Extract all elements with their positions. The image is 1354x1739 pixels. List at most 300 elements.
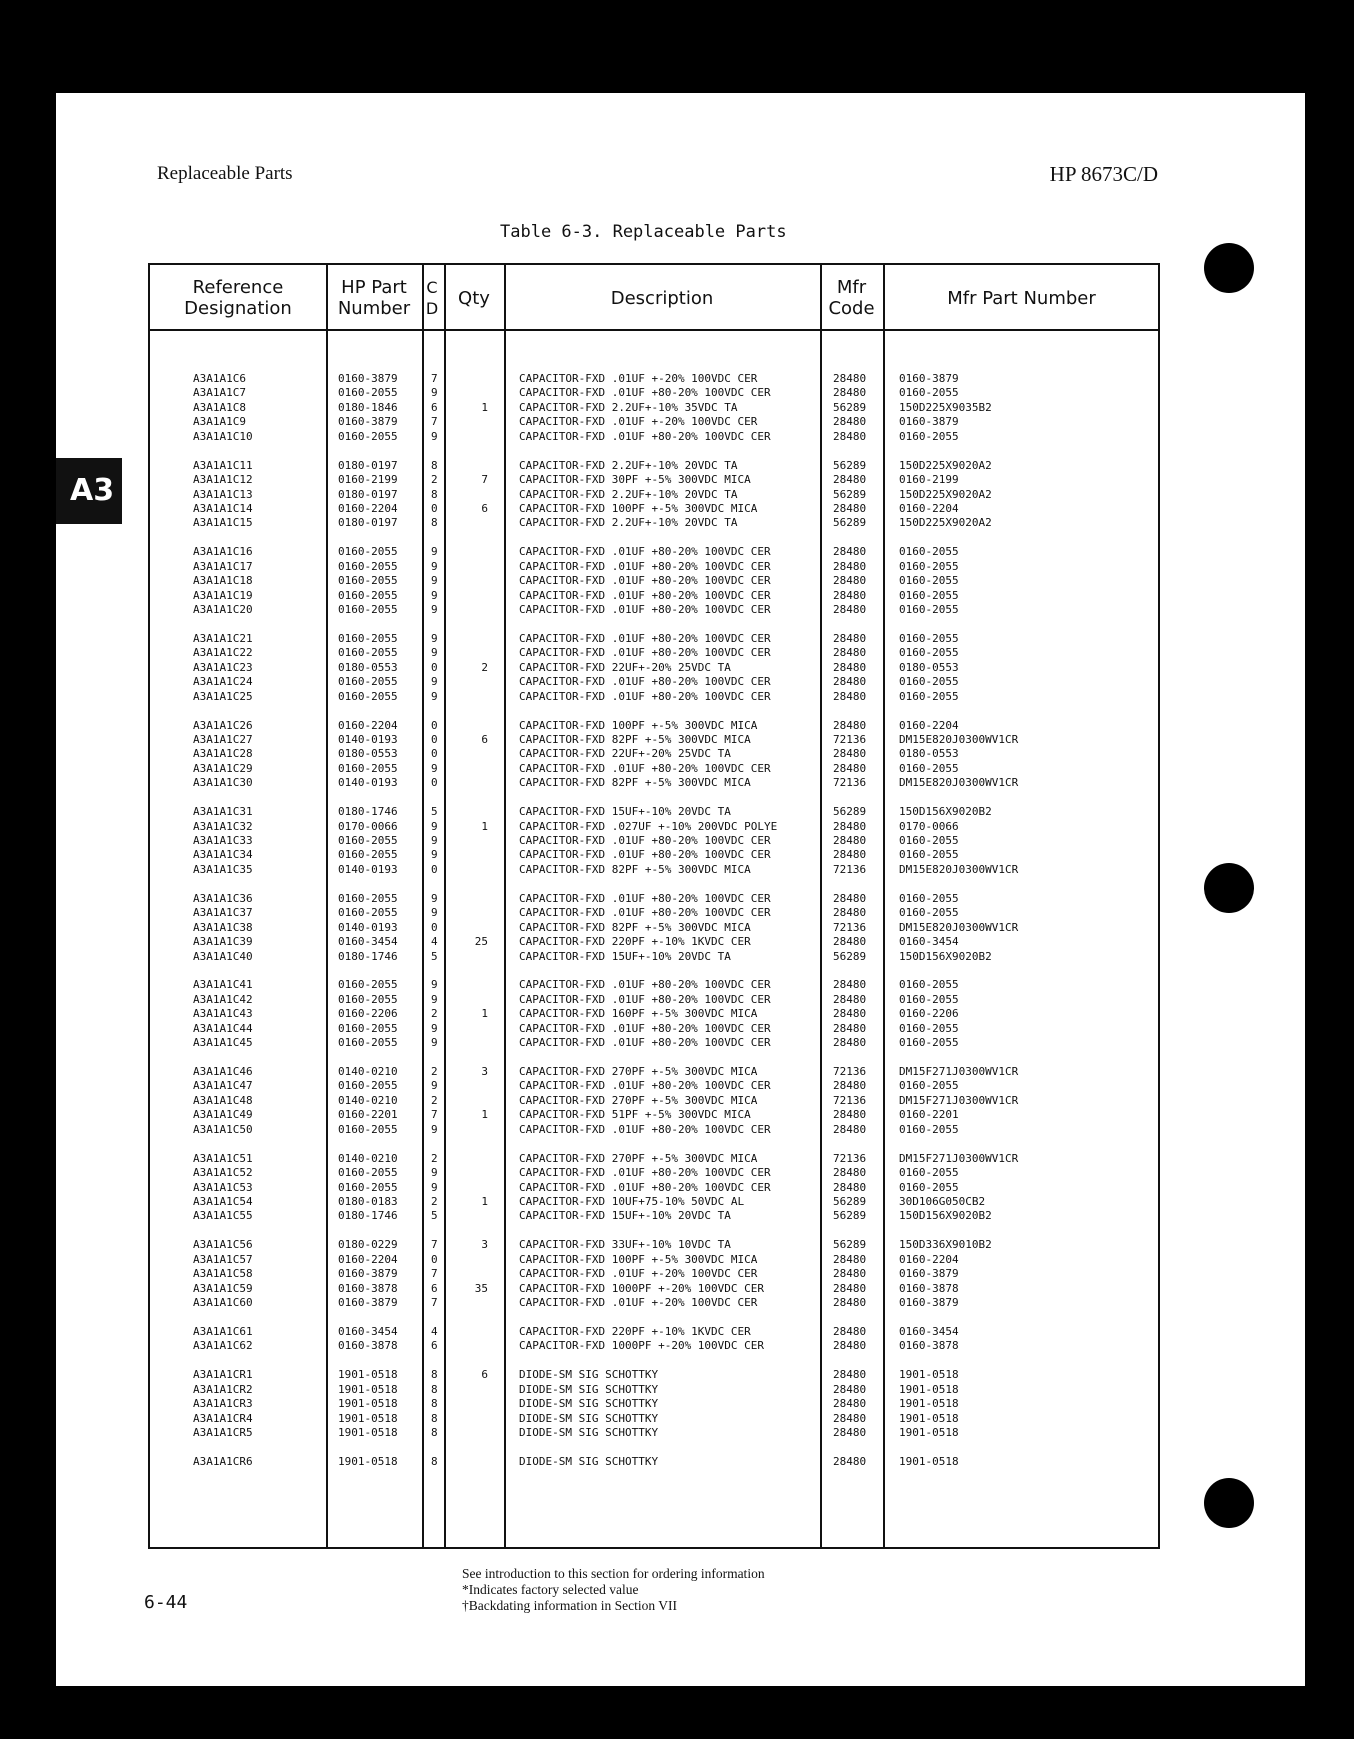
description-cell: CAPACITOR-FXD 220PF +-10% 1KVDC CER xyxy=(519,1324,751,1338)
check-digit-cell: 2 xyxy=(431,1194,438,1208)
group-spacer xyxy=(150,1310,1158,1324)
table-row xyxy=(150,502,1158,516)
check-digit-cell: 0 xyxy=(431,732,438,746)
description-cell: CAPACITOR-FXD 1000PF +-20% 100VDC CER xyxy=(519,1281,765,1295)
mfr-code-cell: 28480 xyxy=(833,1324,867,1338)
table-row xyxy=(150,1022,1158,1036)
mfr-code-cell: 28480 xyxy=(833,646,867,660)
reference-designation-cell: A3A1A1C7 xyxy=(193,386,246,400)
hp-part-number-cell: 0160-3454 xyxy=(338,935,398,949)
description-cell: DIODE-SM SIG SCHOTTKY xyxy=(519,1425,659,1439)
reference-designation-cell: A3A1A1C57 xyxy=(193,1252,253,1266)
check-digit-cell: 8 xyxy=(431,1454,438,1468)
mfr-part-number-cell: 0170-0066 xyxy=(899,819,959,833)
mfr-part-number-cell: 0160-2055 xyxy=(899,646,959,660)
mfr-code-cell: 28480 xyxy=(833,1252,867,1266)
table-row xyxy=(150,1412,1158,1426)
mfr-part-number-cell: 0160-2204 xyxy=(899,1252,959,1266)
reference-designation-cell: A3A1A1C42 xyxy=(193,992,253,1006)
hp-part-number-cell: 0140-0210 xyxy=(338,1093,398,1107)
reference-designation-cell: A3A1A1C37 xyxy=(193,906,253,920)
reference-designation-cell: A3A1A1C59 xyxy=(193,1281,253,1295)
reference-designation-cell: A3A1A1C17 xyxy=(193,559,253,573)
mfr-code-cell: 28480 xyxy=(833,992,867,1006)
check-digit-cell: 7 xyxy=(431,415,438,429)
check-digit-cell: 5 xyxy=(431,1209,438,1223)
hp-part-number-cell: 0160-2055 xyxy=(338,631,398,645)
mfr-part-number-cell: 0160-2055 xyxy=(899,1021,959,1035)
mfr-code-cell: 28480 xyxy=(833,1411,867,1425)
mfr-part-number-cell: 0160-2055 xyxy=(899,631,959,645)
description-cell: CAPACITOR-FXD 1000PF +-20% 100VDC CER xyxy=(519,1339,765,1353)
hp-part-number-cell: 1901-0518 xyxy=(338,1454,398,1468)
check-digit-cell: 9 xyxy=(431,891,438,905)
mfr-code-cell: 72136 xyxy=(833,920,867,934)
description-cell: CAPACITOR-FXD 270PF +-5% 300VDC MICA xyxy=(519,1093,758,1107)
table-row xyxy=(150,921,1158,935)
table-row xyxy=(150,1267,1158,1281)
reference-designation-cell: A3A1A1C16 xyxy=(193,545,253,559)
check-digit-cell: 9 xyxy=(431,1036,438,1050)
mfr-part-number-cell: 150D225X9035B2 xyxy=(899,400,992,414)
table-row xyxy=(150,545,1158,559)
hp-part-number-cell: 0160-2055 xyxy=(338,559,398,573)
mfr-code-cell: 56289 xyxy=(833,1194,867,1208)
mfr-part-number-cell: DM15F271J0300WV1CR xyxy=(899,1093,1019,1107)
reference-designation-cell: A3A1A1C58 xyxy=(193,1267,253,1281)
table-row xyxy=(150,747,1158,761)
description-cell: DIODE-SM SIG SCHOTTKY xyxy=(519,1382,659,1396)
check-digit-cell: 8 xyxy=(431,1368,438,1382)
description-cell: CAPACITOR-FXD 15UF+-10% 20VDC TA xyxy=(519,805,731,819)
description-cell: CAPACITOR-FXD .01UF +80-20% 100VDC CER xyxy=(519,1180,771,1194)
description-cell: DIODE-SM SIG SCHOTTKY xyxy=(519,1397,659,1411)
reference-designation-cell: A3A1A1C30 xyxy=(193,776,253,790)
mfr-part-number-cell: 0160-2055 xyxy=(899,386,959,400)
mfr-code-cell: 72136 xyxy=(833,1151,867,1165)
hp-part-number-cell: 0160-3879 xyxy=(338,1267,398,1281)
check-digit-cell: 2 xyxy=(431,1151,438,1165)
mfr-code-cell: 28480 xyxy=(833,1425,867,1439)
mfr-part-number-cell: 0160-2204 xyxy=(899,501,959,515)
check-digit-cell: 7 xyxy=(431,1108,438,1122)
hp-part-number-cell: 0160-2055 xyxy=(338,429,398,443)
mfr-part-number-cell: 0160-2055 xyxy=(899,675,959,689)
table-row xyxy=(150,820,1158,834)
mfr-code-cell: 28480 xyxy=(833,1036,867,1050)
mfr-code-cell: 28480 xyxy=(833,848,867,862)
table-row xyxy=(150,776,1158,790)
description-cell: DIODE-SM SIG SCHOTTKY xyxy=(519,1368,659,1382)
hp-part-number-cell: 0180-0197 xyxy=(338,458,398,472)
description-cell: CAPACITOR-FXD .01UF +80-20% 100VDC CER xyxy=(519,559,771,573)
quantity-cell: 1 xyxy=(481,1194,488,1208)
table-row xyxy=(150,1455,1158,1469)
page-number: 6-44 xyxy=(144,1592,188,1613)
reference-designation-cell: A3A1A1CR3 xyxy=(193,1397,253,1411)
description-cell: CAPACITOR-FXD .01UF +80-20% 100VDC CER xyxy=(519,1122,771,1136)
mfr-part-number-cell: DM15E820J0300WV1CR xyxy=(899,776,1019,790)
description-cell: CAPACITOR-FXD 100PF +-5% 300VDC MICA xyxy=(519,501,758,515)
description-cell: CAPACITOR-FXD .01UF +80-20% 100VDC CER xyxy=(519,545,771,559)
check-digit-cell: 0 xyxy=(431,501,438,515)
mfr-code-cell: 28480 xyxy=(833,761,867,775)
check-digit-cell: 8 xyxy=(431,1411,438,1425)
hp-part-number-cell: 0180-0197 xyxy=(338,487,398,501)
description-cell: CAPACITOR-FXD 15UF+-10% 20VDC TA xyxy=(519,1209,731,1223)
reference-designation-cell: A3A1A1CR2 xyxy=(193,1382,253,1396)
mfr-code-cell: 28480 xyxy=(833,429,867,443)
table-row xyxy=(150,1007,1158,1021)
description-cell: CAPACITOR-FXD 160PF +-5% 300VDC MICA xyxy=(519,1007,758,1021)
hp-part-number-cell: 0160-3879 xyxy=(338,415,398,429)
description-cell: CAPACITOR-FXD .01UF +80-20% 100VDC CER xyxy=(519,978,771,992)
mfr-code-cell: 56289 xyxy=(833,949,867,963)
check-digit-cell: 8 xyxy=(431,487,438,501)
reference-designation-cell: A3A1A1C35 xyxy=(193,862,253,876)
reference-designation-cell: A3A1A1C60 xyxy=(193,1296,253,1309)
table-row xyxy=(150,473,1158,487)
reference-designation-cell: A3A1A1C10 xyxy=(193,429,253,443)
check-digit-cell: 9 xyxy=(431,978,438,992)
mfr-part-number-cell: DM15E820J0300WV1CR xyxy=(899,862,1019,876)
description-cell: CAPACITOR-FXD 82PF +-5% 300VDC MICA xyxy=(519,862,751,876)
check-digit-cell: 9 xyxy=(431,559,438,573)
group-spacer xyxy=(150,1137,1158,1151)
check-digit-cell: 9 xyxy=(431,574,438,588)
check-digit-cell: 9 xyxy=(431,1122,438,1136)
description-cell: CAPACITOR-FXD .01UF +80-20% 100VDC CER xyxy=(519,1036,771,1050)
mfr-code-cell: 28480 xyxy=(833,935,867,949)
section-tab: A3 xyxy=(56,458,122,524)
mfr-code-cell: 28480 xyxy=(833,1296,867,1309)
mfr-code-cell: 28480 xyxy=(833,1180,867,1194)
reference-designation-cell: A3A1A1C15 xyxy=(193,516,253,530)
hp-part-number-cell: 1901-0518 xyxy=(338,1382,398,1396)
table-row xyxy=(150,1166,1158,1180)
description-cell: CAPACITOR-FXD .01UF +-20% 100VDC CER xyxy=(519,1296,758,1309)
reference-designation-cell: A3A1A1C23 xyxy=(193,660,253,674)
check-digit-cell: 9 xyxy=(431,761,438,775)
reference-designation-cell: A3A1A1C50 xyxy=(193,1122,253,1136)
check-digit-cell: 8 xyxy=(431,1382,438,1396)
mfr-part-number-cell: DM15F271J0300WV1CR xyxy=(899,1151,1019,1165)
section-header: Replaceable Parts xyxy=(157,163,293,184)
mfr-part-number-cell: 0160-2055 xyxy=(899,429,959,443)
hp-part-number-cell: 1901-0518 xyxy=(338,1411,398,1425)
group-spacer xyxy=(150,1354,1158,1368)
hp-part-number-cell: 0160-2055 xyxy=(338,906,398,920)
hp-part-number-cell: 0160-2206 xyxy=(338,1007,398,1021)
table-row xyxy=(150,1065,1158,1079)
table-row xyxy=(150,762,1158,776)
reference-designation-cell: A3A1A1C8 xyxy=(193,400,246,414)
table-row xyxy=(150,516,1158,530)
quantity-cell: 6 xyxy=(481,501,488,515)
hp-part-number-cell: 0180-1746 xyxy=(338,1209,398,1223)
quantity-cell: 25 xyxy=(474,935,488,949)
reference-designation-cell: A3A1A1C55 xyxy=(193,1209,253,1223)
hp-part-number-cell: 0160-2055 xyxy=(338,834,398,847)
mfr-code-cell: 28480 xyxy=(833,1397,867,1411)
mfr-part-number-cell: DM15E820J0300WV1CR xyxy=(899,920,1019,934)
table-row xyxy=(150,401,1158,415)
reference-designation-cell: A3A1A1C27 xyxy=(193,732,253,746)
mfr-part-number-cell: 30D106G050CB2 xyxy=(899,1194,986,1208)
description-cell: CAPACITOR-FXD .01UF +80-20% 100VDC CER xyxy=(519,386,771,400)
reference-designation-cell: A3A1A1C18 xyxy=(193,574,253,588)
hp-part-number-cell: 0180-0553 xyxy=(338,660,398,674)
reference-designation-cell: A3A1A1C47 xyxy=(193,1079,253,1093)
check-digit-cell: 9 xyxy=(431,689,438,703)
table-row xyxy=(150,1238,1158,1252)
description-cell: CAPACITOR-FXD 270PF +-5% 300VDC MICA xyxy=(519,1151,758,1165)
description-cell: CAPACITOR-FXD 270PF +-5% 300VDC MICA xyxy=(519,1065,758,1078)
hp-part-number-cell: 0160-2204 xyxy=(338,1252,398,1266)
reference-designation-cell: A3A1A1C41 xyxy=(193,978,253,992)
mfr-code-cell: 28480 xyxy=(833,1281,867,1295)
check-digit-cell: 8 xyxy=(431,1425,438,1439)
description-cell: CAPACITOR-FXD 100PF +-5% 300VDC MICA xyxy=(519,718,758,732)
mfr-part-number-cell: 0160-2055 xyxy=(899,1079,959,1093)
mfr-code-cell: 28480 xyxy=(833,1339,867,1353)
mfr-part-number-cell: 0160-3879 xyxy=(899,372,959,385)
description-cell: DIODE-SM SIG SCHOTTKY xyxy=(519,1454,659,1468)
mfr-code-cell: 28480 xyxy=(833,473,867,487)
hp-part-number-cell: 1901-0518 xyxy=(338,1368,398,1382)
reference-designation-cell: A3A1A1C25 xyxy=(193,689,253,703)
quantity-cell: 7 xyxy=(481,473,488,487)
mfr-part-number-cell: 1901-0518 xyxy=(899,1368,959,1382)
quantity-cell: 6 xyxy=(481,732,488,746)
hp-part-number-cell: 0180-0197 xyxy=(338,516,398,530)
mfr-code-cell: 28480 xyxy=(833,1382,867,1396)
mfr-code-cell: 28480 xyxy=(833,718,867,732)
group-spacer xyxy=(150,531,1158,545)
description-cell: CAPACITOR-FXD .01UF +-20% 100VDC CER xyxy=(519,1267,758,1281)
mfr-part-number-cell: 150D156X9020B2 xyxy=(899,1209,992,1223)
mfr-code-cell: 56289 xyxy=(833,805,867,819)
mfr-part-number-cell: 1901-0518 xyxy=(899,1454,959,1468)
check-digit-cell: 9 xyxy=(431,834,438,847)
check-digit-cell: 0 xyxy=(431,862,438,876)
table-row xyxy=(150,1036,1158,1050)
reference-designation-cell: A3A1A1C6 xyxy=(193,372,246,385)
group-spacer xyxy=(150,1051,1158,1065)
column-header-mfr-code: Mfr Code xyxy=(828,277,875,319)
check-digit-cell: 5 xyxy=(431,805,438,819)
check-digit-cell: 9 xyxy=(431,646,438,660)
parts-table xyxy=(148,263,1160,1549)
check-digit-cell: 0 xyxy=(431,776,438,790)
description-cell: CAPACITOR-FXD 2.2UF+-10% 20VDC TA xyxy=(519,458,738,472)
check-digit-cell: 9 xyxy=(431,1180,438,1194)
reference-designation-cell: A3A1A1C53 xyxy=(193,1180,253,1194)
reference-designation-cell: A3A1A1C36 xyxy=(193,891,253,905)
table-row xyxy=(150,1383,1158,1397)
description-cell: CAPACITOR-FXD 2.2UF+-10% 20VDC TA xyxy=(519,516,738,530)
description-cell: CAPACITOR-FXD 51PF +-5% 300VDC MICA xyxy=(519,1108,751,1122)
check-digit-cell: 9 xyxy=(431,631,438,645)
mfr-part-number-cell: 0160-2201 xyxy=(899,1108,959,1122)
table-row xyxy=(150,848,1158,862)
mfr-part-number-cell: 0180-0553 xyxy=(899,660,959,674)
check-digit-cell: 9 xyxy=(431,1021,438,1035)
description-cell: CAPACITOR-FXD 33UF+-10% 10VDC TA xyxy=(519,1238,731,1252)
binder-hole-bottom xyxy=(1204,1478,1254,1528)
description-cell: CAPACITOR-FXD .01UF +80-20% 100VDC CER xyxy=(519,689,771,703)
column-header-description: Description xyxy=(610,287,714,309)
reference-designation-cell: A3A1A1C54 xyxy=(193,1194,253,1208)
mfr-code-cell: 56289 xyxy=(833,400,867,414)
reference-designation-cell: A3A1A1C19 xyxy=(193,588,253,602)
table-row xyxy=(150,935,1158,949)
mfr-code-cell: 56289 xyxy=(833,1238,867,1252)
mfr-part-number-cell: DM15E820J0300WV1CR xyxy=(899,732,1019,746)
table-row xyxy=(150,863,1158,877)
hp-part-number-cell: 0180-0553 xyxy=(338,747,398,761)
hp-part-number-cell: 0160-2055 xyxy=(338,1122,398,1136)
description-cell: CAPACITOR-FXD .01UF +-20% 100VDC CER xyxy=(519,415,758,429)
reference-designation-cell: A3A1A1C51 xyxy=(193,1151,253,1165)
description-cell: CAPACITOR-FXD 15UF+-10% 20VDC TA xyxy=(519,949,731,963)
mfr-code-cell: 56289 xyxy=(833,487,867,501)
description-cell: CAPACITOR-FXD .01UF +80-20% 100VDC CER xyxy=(519,992,771,1006)
hp-part-number-cell: 0160-2055 xyxy=(338,978,398,992)
reference-designation-cell: A3A1A1C32 xyxy=(193,819,253,833)
table-row xyxy=(150,574,1158,588)
mfr-part-number-cell: DM15F271J0300WV1CR xyxy=(899,1065,1019,1078)
mfr-part-number-cell: 0160-2206 xyxy=(899,1007,959,1021)
check-digit-cell: 5 xyxy=(431,949,438,963)
reference-designation-cell: A3A1A1C62 xyxy=(193,1339,253,1353)
mfr-code-cell: 28480 xyxy=(833,891,867,905)
description-cell: CAPACITOR-FXD .01UF +80-20% 100VDC CER xyxy=(519,1166,771,1180)
mfr-code-cell: 28480 xyxy=(833,819,867,833)
hp-part-number-cell: 0160-2055 xyxy=(338,848,398,862)
check-digit-cell: 6 xyxy=(431,400,438,414)
table-row xyxy=(150,1397,1158,1411)
quantity-cell: 6 xyxy=(481,1368,488,1382)
mfr-code-cell: 28480 xyxy=(833,978,867,992)
mfr-part-number-cell: 0160-2055 xyxy=(899,545,959,559)
hp-part-number-cell: 0140-0193 xyxy=(338,732,398,746)
check-digit-cell: 0 xyxy=(431,718,438,732)
check-digit-cell: 8 xyxy=(431,458,438,472)
description-cell: CAPACITOR-FXD 220PF +-10% 1KVDC CER xyxy=(519,935,751,949)
hp-part-number-cell: 0140-0210 xyxy=(338,1151,398,1165)
reference-designation-cell: A3A1A1C43 xyxy=(193,1007,253,1021)
hp-part-number-cell: 0160-2204 xyxy=(338,501,398,515)
hp-part-number-cell: 0160-2055 xyxy=(338,603,398,616)
hp-part-number-cell: 0160-2055 xyxy=(338,1021,398,1035)
mfr-part-number-cell: 0180-0553 xyxy=(899,747,959,761)
group-spacer xyxy=(150,791,1158,805)
quantity-cell: 1 xyxy=(481,1007,488,1021)
mfr-code-cell: 56289 xyxy=(833,1209,867,1223)
reference-designation-cell: A3A1A1C31 xyxy=(193,805,253,819)
hp-part-number-cell: 0160-3454 xyxy=(338,1324,398,1338)
reference-designation-cell: A3A1A1C13 xyxy=(193,487,253,501)
reference-designation-cell: A3A1A1C45 xyxy=(193,1036,253,1050)
reference-designation-cell: A3A1A1C38 xyxy=(193,920,253,934)
reference-designation-cell: A3A1A1C14 xyxy=(193,501,253,515)
table-row xyxy=(150,1253,1158,1267)
mfr-part-number-cell: 0160-2055 xyxy=(899,1036,959,1050)
hp-part-number-cell: 0180-0229 xyxy=(338,1238,398,1252)
hp-part-number-cell: 0160-3879 xyxy=(338,372,398,385)
mfr-part-number-cell: 0160-2055 xyxy=(899,559,959,573)
table-row xyxy=(150,430,1158,444)
mfr-code-cell: 28480 xyxy=(833,559,867,573)
description-cell: CAPACITOR-FXD 2.2UF+-10% 35VDC TA xyxy=(519,400,738,414)
description-cell: CAPACITOR-FXD .01UF +80-20% 100VDC CER xyxy=(519,588,771,602)
mfr-code-cell: 28480 xyxy=(833,675,867,689)
mfr-code-cell: 28480 xyxy=(833,689,867,703)
mfr-part-number-cell: 150D225X9020A2 xyxy=(899,458,992,472)
mfr-code-cell: 28480 xyxy=(833,1454,867,1468)
check-digit-cell: 7 xyxy=(431,1296,438,1309)
description-cell: CAPACITOR-FXD .01UF +80-20% 100VDC CER xyxy=(519,1021,771,1035)
column-header-ref: Reference Designation xyxy=(184,277,292,319)
hp-part-number-cell: 0160-3878 xyxy=(338,1339,398,1353)
binder-hole-top xyxy=(1204,243,1254,293)
mfr-code-cell: 72136 xyxy=(833,732,867,746)
mfr-part-number-cell: 0160-2055 xyxy=(899,574,959,588)
hp-part-number-cell: 0160-2055 xyxy=(338,545,398,559)
table-row xyxy=(150,372,1158,386)
table-row xyxy=(150,1325,1158,1339)
description-cell: CAPACITOR-FXD .01UF +80-20% 100VDC CER xyxy=(519,1079,771,1093)
check-digit-cell: 9 xyxy=(431,545,438,559)
mfr-part-number-cell: 0160-3878 xyxy=(899,1281,959,1295)
reference-designation-cell: A3A1A1C44 xyxy=(193,1021,253,1035)
description-cell: CAPACITOR-FXD 22UF+-20% 25VDC TA xyxy=(519,747,731,761)
hp-part-number-cell: 0160-2199 xyxy=(338,473,398,487)
description-cell: CAPACITOR-FXD .01UF +80-20% 100VDC CER xyxy=(519,429,771,443)
reference-designation-cell: A3A1A1C29 xyxy=(193,761,253,775)
check-digit-cell: 9 xyxy=(431,386,438,400)
mfr-code-cell: 72136 xyxy=(833,1065,867,1078)
description-cell: CAPACITOR-FXD 82PF +-5% 300VDC MICA xyxy=(519,776,751,790)
mfr-code-cell: 28480 xyxy=(833,1368,867,1382)
table-row xyxy=(150,1181,1158,1195)
table-row xyxy=(150,1426,1158,1440)
hp-part-number-cell: 0160-2055 xyxy=(338,646,398,660)
table-row xyxy=(150,1094,1158,1108)
footer-backdating-note: †Backdating information in Section VII xyxy=(462,1598,677,1613)
hp-part-number-cell: 0160-3879 xyxy=(338,1296,398,1309)
reference-designation-cell: A3A1A1CR6 xyxy=(193,1454,253,1468)
hp-part-number-cell: 0160-2055 xyxy=(338,761,398,775)
mfr-code-cell: 28480 xyxy=(833,372,867,385)
table-row xyxy=(150,459,1158,473)
mfr-code-cell: 28480 xyxy=(833,631,867,645)
mfr-code-cell: 28480 xyxy=(833,574,867,588)
check-digit-cell: 4 xyxy=(431,935,438,949)
mfr-part-number-cell: 0160-2055 xyxy=(899,603,959,616)
reference-designation-cell: A3A1A1C28 xyxy=(193,747,253,761)
table-row xyxy=(150,690,1158,704)
mfr-part-number-cell: 0160-2055 xyxy=(899,588,959,602)
table-row xyxy=(150,733,1158,747)
mfr-part-number-cell: 150D336X9010B2 xyxy=(899,1238,992,1252)
table-row xyxy=(150,978,1158,992)
group-spacer xyxy=(150,964,1158,978)
mfr-part-number-cell: 0160-2055 xyxy=(899,978,959,992)
description-cell: CAPACITOR-FXD 100PF +-5% 300VDC MICA xyxy=(519,1252,758,1266)
table-row xyxy=(150,646,1158,660)
